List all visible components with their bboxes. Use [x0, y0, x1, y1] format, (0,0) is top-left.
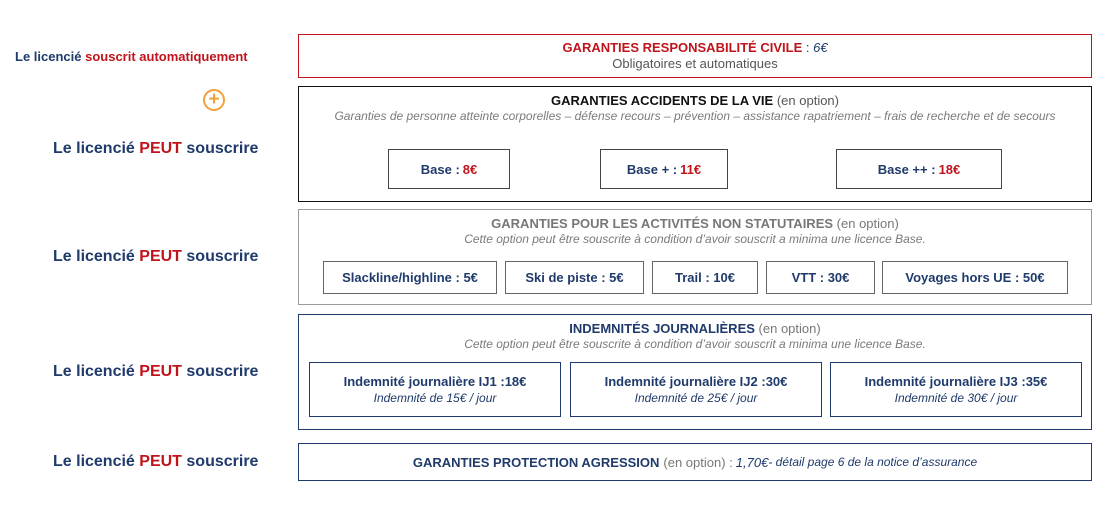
rc-box: GARANTIES RESPONSABILITÉ CIVILE : 6€ Obligatoires et automatiques	[298, 34, 1092, 78]
rc-title: GARANTIES RESPONSABILITÉ CIVILE	[562, 40, 803, 55]
agression-title: GARANTIES PROTECTION AGRESSION	[412, 454, 660, 470]
activity-voyages[interactable]: Voyages hors UE : 50€	[882, 261, 1068, 294]
accidents-description: Garanties de personne atteinte corporelles – défense recours – prévention – assistance rapatriement – frais de recherche et de secours	[334, 109, 1056, 123]
option-base-plus[interactable]: Base + : 11€	[600, 149, 728, 189]
accidents-box: GARANTIES ACCIDENTS DE LA VIE (en option) Garanties de personne atteinte corporelles – défense recours – prévention – assistance rapatriement – frais de recherche et de secours	[298, 86, 1092, 202]
activity-slackline[interactable]: Slackline/highline : 5€	[323, 261, 497, 294]
non-statutaires-box: GARANTIES POUR LES ACTIVITÉS NON STATUTAIRES (en option) Cette option peut être souscrite à condition d’avoir souscrit a minima une licence Base.	[298, 209, 1092, 305]
ij1-option[interactable]: Indemnité journalière IJ1 :18€ Indemnité de 15€ / jour	[309, 362, 561, 417]
plus-circle-icon: +	[203, 89, 225, 111]
label-peut-accidents: Le licencié PEUT souscrire	[53, 140, 259, 157]
ij3-option[interactable]: Indemnité journalière IJ3 :35€ Indemnité de 30€ / jour	[830, 362, 1082, 417]
label-auto: Le licencié souscrit automatiquement	[15, 49, 248, 64]
indemnites-condition: Cette option peut être souscrite à condition d’avoir souscrit a minima une licence Base.	[464, 337, 926, 351]
indemnites-title: INDEMNITÉS JOURNALIÈRES	[569, 321, 755, 336]
agression-box: GARANTIES PROTECTION AGRESSION (en option) : 1,70€ - détail page 6 de la notice d’assurance	[298, 443, 1092, 481]
non-statutaires-title: GARANTIES POUR LES ACTIVITÉS NON STATUTAIRES	[491, 216, 834, 231]
label-peut-indemnites: Le licencié PEUT souscrire	[53, 363, 259, 380]
ij2-option[interactable]: Indemnité journalière IJ2 :30€ Indemnité de 25€ / jour	[570, 362, 822, 417]
rc-subtitle: Obligatoires et automatiques	[612, 56, 778, 71]
indemnites-box: INDEMNITÉS JOURNALIÈRES (en option) Cette option peut être souscrite à condition d’avoir souscrit a minima une licence Base.	[298, 314, 1092, 430]
activity-trail[interactable]: Trail : 10€	[652, 261, 758, 294]
rc-price: 6€	[813, 40, 828, 55]
label-peut-non-statutaires: Le licencié PEUT souscrire	[53, 248, 259, 265]
activity-ski[interactable]: Ski de piste : 5€	[505, 261, 644, 294]
label-peut-agression: Le licencié PEUT souscrire	[53, 453, 259, 470]
option-base-plus-plus[interactable]: Base ++ : 18€	[836, 149, 1002, 189]
agression-price: 1,70€	[735, 454, 769, 470]
activity-vtt[interactable]: VTT : 30€	[766, 261, 875, 294]
option-base[interactable]: Base : 8€	[388, 149, 510, 189]
non-statutaires-condition: Cette option peut être souscrite à condition d’avoir souscrit a minima une licence Base.	[464, 232, 926, 246]
accidents-title: GARANTIES ACCIDENTS DE LA VIE	[551, 93, 774, 108]
